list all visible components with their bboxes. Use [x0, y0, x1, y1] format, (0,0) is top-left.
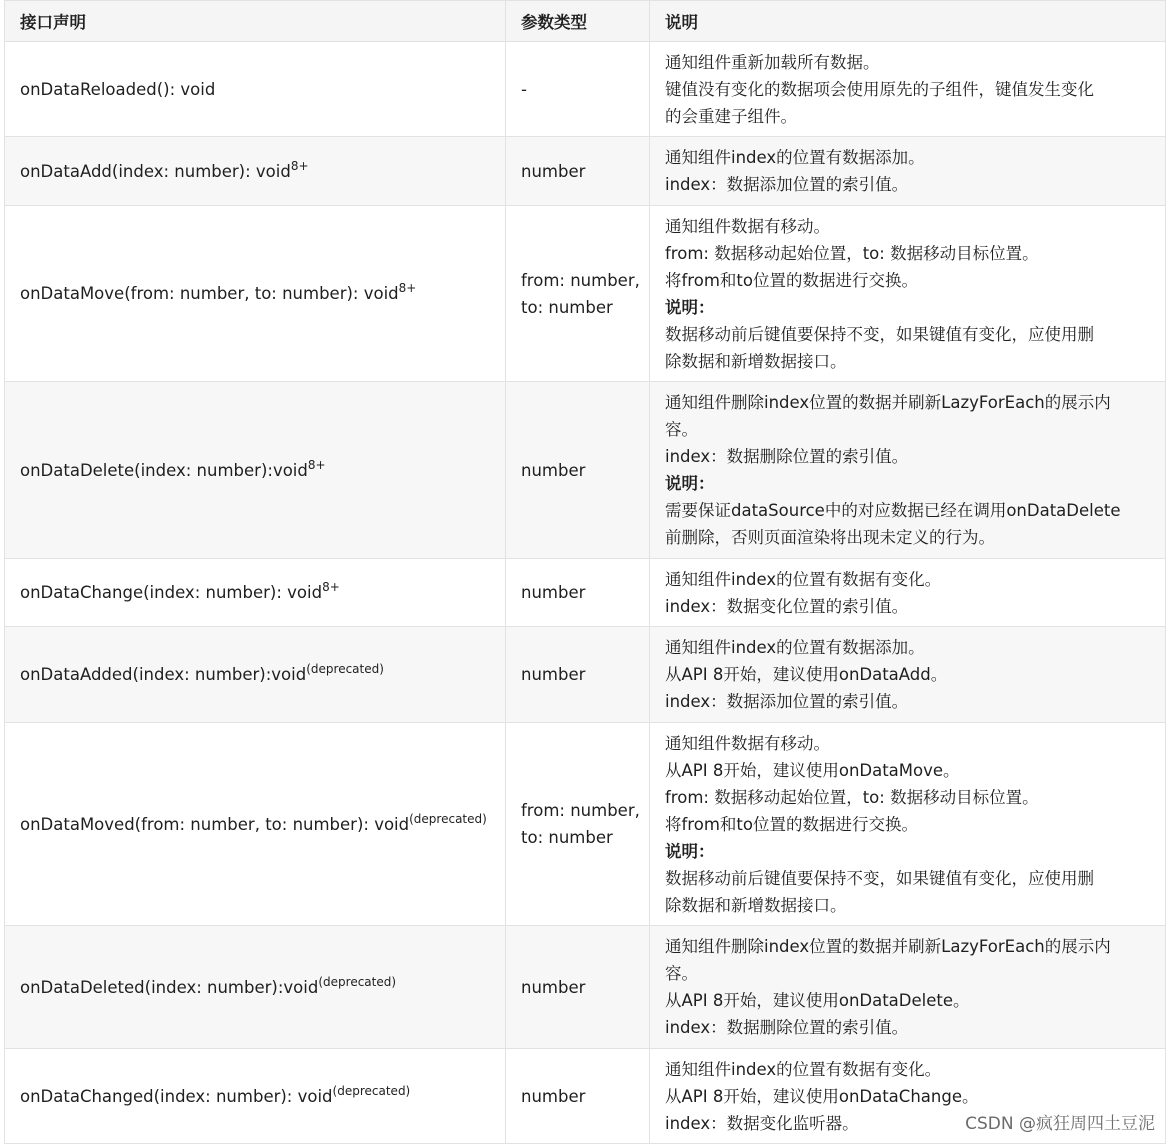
version-superscript: 8+ — [398, 281, 417, 295]
description-line: 从API 8开始，建议使用onDataDelete。 — [665, 991, 970, 1010]
parameter-type: number — [521, 1086, 586, 1106]
interface-declaration-cell — [5, 42, 506, 137]
header-interface-declaration: 接口声明 — [5, 1, 506, 42]
interface-declaration: onDataDeleted(index: number):void — [20, 977, 319, 997]
description-line: 容。 — [665, 964, 698, 983]
table-row — [5, 627, 1166, 723]
description-line: index：数据删除位置的索引值。 — [665, 1018, 909, 1037]
description-line: 从API 8开始，建议使用onDataAdd。 — [665, 665, 948, 684]
parameter-type-cell — [506, 1049, 650, 1144]
description-line: index：数据添加位置的索引值。 — [665, 692, 909, 711]
interface-declaration-cell — [5, 723, 506, 926]
description-line: 将from和to位置的数据进行交换。 — [665, 270, 918, 290]
description-line: 前删除，否则页面渲染将出现未定义的行为。 — [665, 528, 995, 547]
interface-declaration: onDataDelete(index: number):void — [20, 460, 308, 480]
description-cell — [650, 42, 1166, 137]
parameter-type: number — [521, 583, 586, 602]
description-cell — [650, 559, 1166, 627]
parameter-type: from: number, — [521, 801, 640, 820]
interface-declaration-cell — [5, 627, 506, 723]
description-line: index：数据删除位置的索引值。 — [665, 447, 909, 466]
description-note-heading: 说明： — [665, 841, 715, 861]
description-line: 通知组件重新加载所有数据。 — [665, 52, 880, 72]
description-line: 数据移动前后键值要保持不变，如果键值有变化，应使用删 — [665, 324, 1094, 344]
interface-declaration-cell — [5, 926, 506, 1049]
description-line: 通知组件index的位置有数据添加。 — [665, 638, 925, 657]
interface-declaration-cell — [5, 137, 506, 206]
description-line: index：数据变化监听器。 — [665, 1113, 859, 1133]
description-line: 通知组件index的位置有数据添加。 — [665, 148, 925, 167]
description-line: 通知组件删除index位置的数据并刷新LazyForEach的展示内 — [665, 937, 1111, 956]
parameter-type-cell — [506, 627, 650, 723]
description-line: from: 数据移动起始位置，to: 数据移动目标位置。 — [665, 787, 1039, 807]
api-table — [4, 0, 1166, 1144]
description-cell — [650, 206, 1166, 382]
parameter-type-cell — [506, 42, 650, 137]
parameter-type: from: number, — [521, 270, 640, 290]
table-row — [5, 723, 1166, 926]
description-line: 键值没有变化的数据项会使用原先的子组件，键值发生变化 — [665, 79, 1094, 99]
interface-declaration-cell — [5, 206, 506, 382]
interface-declaration-cell — [5, 382, 506, 559]
interface-declaration-cell — [5, 559, 506, 627]
description-line: 除数据和新增数据接口。 — [665, 351, 847, 371]
parameter-type: number — [521, 665, 586, 684]
parameter-type: number — [521, 161, 586, 181]
table-row — [5, 926, 1166, 1049]
description-cell — [650, 926, 1166, 1049]
description-line: index：数据添加位置的索引值。 — [665, 175, 909, 194]
interface-declaration: onDataAdded(index: number):void — [20, 665, 307, 684]
description-line: 将from和to位置的数据进行交换。 — [665, 814, 918, 834]
description-line: 通知组件数据有移动。 — [665, 733, 830, 753]
interface-declaration: onDataReloaded(): void — [20, 79, 216, 99]
version-superscript: (deprecated) — [409, 811, 487, 826]
description-line: 通知组件删除index位置的数据并刷新LazyForEach的展示内 — [665, 393, 1111, 412]
description-note-heading: 说明： — [665, 297, 715, 317]
version-superscript: 8+ — [322, 580, 340, 594]
table-header-row — [5, 1, 1166, 42]
description-note-heading: 说明： — [665, 474, 715, 493]
parameter-type-cell — [506, 559, 650, 627]
description-line: 需要保证dataSource中的对应数据已经在调用onDataDelete — [665, 501, 1121, 520]
description-line: from: 数据移动起始位置，to: 数据移动目标位置。 — [665, 243, 1039, 263]
description-cell — [650, 382, 1166, 559]
parameter-type-cell — [506, 137, 650, 206]
table-row — [5, 382, 1166, 559]
description-line: 通知组件index的位置有数据有变化。 — [665, 1059, 942, 1079]
description-line: 从API 8开始，建议使用onDataMove。 — [665, 760, 960, 780]
header-description: 说明 — [650, 1, 1166, 42]
description-cell — [650, 723, 1166, 926]
watermark: CSDN @疯狂周四土豆泥 — [965, 1114, 1155, 1134]
interface-declaration: onDataChange(index: number): void — [20, 583, 323, 602]
table-row — [5, 206, 1166, 382]
parameter-type: to: number — [521, 297, 613, 317]
description-line: index：数据变化位置的索引值。 — [665, 596, 909, 616]
description-cell — [650, 627, 1166, 723]
description-line: 从API 8开始，建议使用onDataChange。 — [665, 1086, 979, 1106]
version-superscript: 8+ — [290, 158, 309, 173]
version-superscript: (deprecated) — [306, 662, 384, 676]
parameter-type: number — [521, 460, 586, 480]
interface-declaration: onDataAdd(index: number): void — [20, 161, 291, 181]
description-line: 除数据和新增数据接口。 — [665, 895, 847, 915]
table-row — [5, 559, 1166, 627]
parameter-type-cell — [506, 723, 650, 926]
parameter-type-cell — [506, 206, 650, 382]
description-cell — [650, 137, 1166, 206]
table-row — [5, 137, 1166, 206]
description-line: 通知组件数据有移动。 — [665, 216, 830, 236]
interface-declaration: onDataMoved(from: number, to: number): void — [20, 814, 410, 834]
version-superscript: 8+ — [307, 457, 326, 472]
parameter-type: number — [521, 977, 586, 997]
interface-declaration: onDataMove(from: number, to: number): void — [20, 284, 399, 303]
parameter-type-cell — [506, 382, 650, 559]
interface-declaration-cell — [5, 1049, 506, 1144]
interface-declaration: onDataChanged(index: number): void — [20, 1086, 333, 1106]
description-line: 数据移动前后键值要保持不变，如果键值有变化，应使用删 — [665, 868, 1094, 888]
table-body — [5, 42, 1166, 1144]
table-row — [5, 42, 1166, 137]
parameter-type: - — [521, 79, 527, 99]
parameter-type-cell — [506, 926, 650, 1049]
version-superscript: (deprecated) — [332, 1083, 411, 1098]
description-line: 的会重建子组件。 — [665, 106, 797, 126]
version-superscript: (deprecated) — [318, 974, 397, 989]
description-line: 通知组件index的位置有数据有变化。 — [665, 569, 942, 589]
parameter-type: to: number — [521, 828, 613, 847]
header-parameter-type: 参数类型 — [506, 1, 650, 42]
description-line: 容。 — [665, 420, 698, 439]
